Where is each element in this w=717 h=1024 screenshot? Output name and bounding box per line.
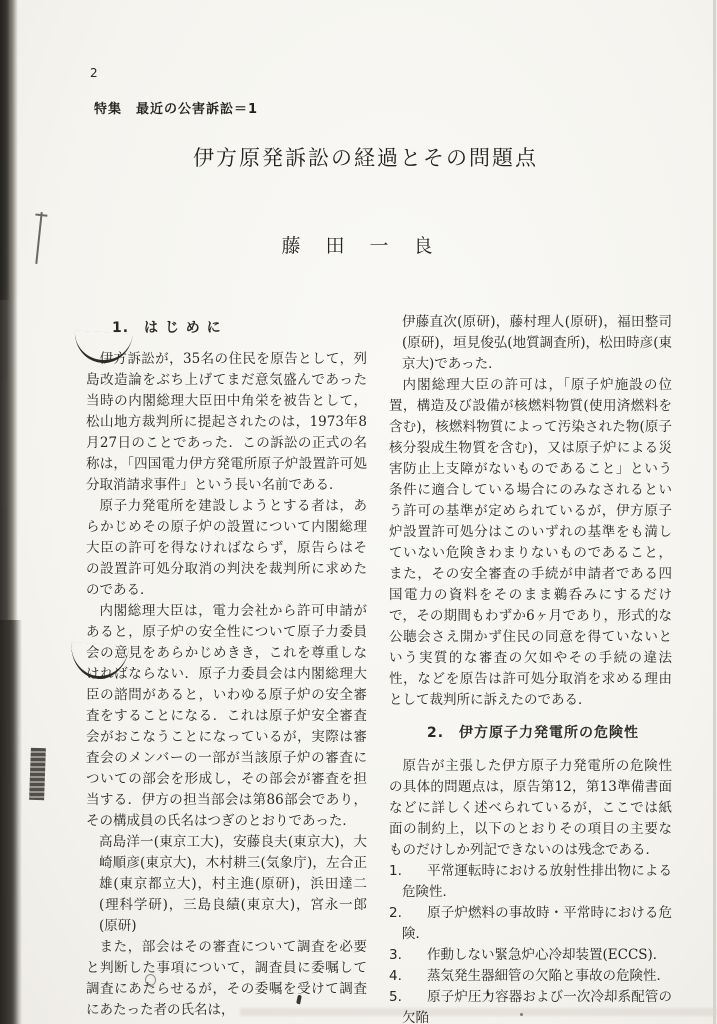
paragraph-investigators-lead: また，部会はその審査について調査を必要と判断した事項について，調査員に委嘱して調査にあたらせるが，その委嘱を受けて調査にあたった者の氏名は， [86, 939, 367, 1018]
article-title: 伊方原発訴訟の経過とその問題点 [193, 146, 538, 170]
series-header: 特集 最近の公害訴訟＝1 [94, 102, 259, 117]
column-right [389, 312, 672, 1024]
hazard-list-item [389, 945, 672, 966]
list-item-text: 原子炉燃料の事故時・平常時における危険． [402, 905, 672, 942]
page-number: 2 [90, 66, 98, 80]
section-1-heading: 1. は じ め に [112, 320, 222, 336]
hazard-list [389, 861, 672, 1024]
binding-stamp-mark [29, 748, 46, 800]
section-2-heading: 2. 伊方原子力発電所の危険性 [427, 725, 640, 741]
paragraph-permit-criteria: 内閣総理大臣の許可は，「原子炉施設の位置，構造及び設備が核燃料物質(使用済燃料を含む)，核燃料物質によって汚染された物(原子核分裂成生物質を含む)，又は原子炉による災害防止上支障がないものであること」という条件に適合している場合にのみなされるという許可の基準が定められているが，伊方原子炉設置許可処分はこのいずれの基準をも満していない危険きわまりないものであること，また，その安全審査の手続が申請者である四国電力の資料をそのまま鵜呑みにするだけで，その期間もわずか6ヶ月であり，形式的な公聴会さえ開かず住民の同意を得ていないという実質的な審査の欠如やその手続の違法性，などを原告は許可処分取消を求める理由として裁判所に訴えたのである． [389, 377, 672, 708]
list-item-text: 蒸気発生器細管の欠陥と事故の危険性． [427, 968, 670, 984]
list-item-number: 4. [389, 968, 402, 984]
paragraph-safety-review: 内閣総理大臣は，電力会社から許可申請があると，原子炉の安全性について原子力委員会の意見をあらかじめきき，これを尊重しなければならない．原子力委員会は内閣総理大臣の諮問があると，いわゆる原子炉の安全審査をすることになる．これは原子炉安全審査会がおこなうことになっているが，実際は審査会のメンバーの一部が当該原子炉の審査についての部会を形成し，その部会が審査を担当する．伊方の担当部会は第86部会であり，その構成員の氏名はつぎのとおりであった． [86, 603, 367, 829]
list-item-text: 作動しない緊急炉心冷却装置(ECCS)． [427, 947, 667, 963]
list-item-text: 原子炉圧力容器および一次冷却系配管の欠陥 [402, 989, 672, 1024]
hazard-list-item [389, 861, 672, 903]
paragraph-intro-lawsuit: 伊方訴訟が，35名の住民を原告として，列島改造論をぶち上げてまだ意気盛んであった当時の内閣総理大臣田中角栄を被告として，松山地方裁判所に提起されたのは，1973年8月27日のことであった．この訴訟の正式の名称は，「四国電力伊方発電所原子炉設置許可処分取消請求事件」という長い名前である． [86, 351, 367, 493]
hazard-list-item [389, 966, 672, 987]
paragraph-hazard-intro: 原告が主張した伊方原子力発電所の危険性の具体的問題点は，原告第12，第13準備書面などに詳しく述べられているが，ここでは紙面の制約上，以下のとおりその項目の主要なものだけしか列記できないのは残念である． [389, 758, 672, 858]
investigators-list: 伊藤直次(原研)，藤村理人(原研)，福田整司(原研)，垣見俊弘(地質調査所)，松田時彦(東京大)であった． [402, 314, 672, 372]
paragraph-permit-requirement: 原子力発電所を建設しようとする者は，あらかじめその原子炉の設置について内閣総理大臣の許可を得なければならず，原告らはその設置許可処分取消の判決を裁判所に求めたのである． [86, 498, 367, 598]
column-left [86, 312, 367, 1021]
list-item-number: 2. [389, 905, 402, 921]
hazard-list-item [389, 903, 672, 945]
list-item-text: 平常運転時における放射性排出物による危険性． [402, 863, 672, 900]
committee-members-list: 高島洋一(東京工大)，安藤良夫(東京大)，大崎順彦(東京大)，木村耕三(気象庁)，左合正雄(東京都立大)，村主進(原研)，浜田達二(理科学研)，三島良績(東京大)，宮永一郎(原研) [99, 834, 367, 934]
list-item-number: 5. [389, 989, 402, 1005]
list-item-number: 3. [389, 947, 402, 963]
list-item-number: 1. [389, 863, 402, 879]
author-name: 藤 田 一 良 [281, 235, 436, 257]
hazard-list-item [389, 987, 672, 1024]
